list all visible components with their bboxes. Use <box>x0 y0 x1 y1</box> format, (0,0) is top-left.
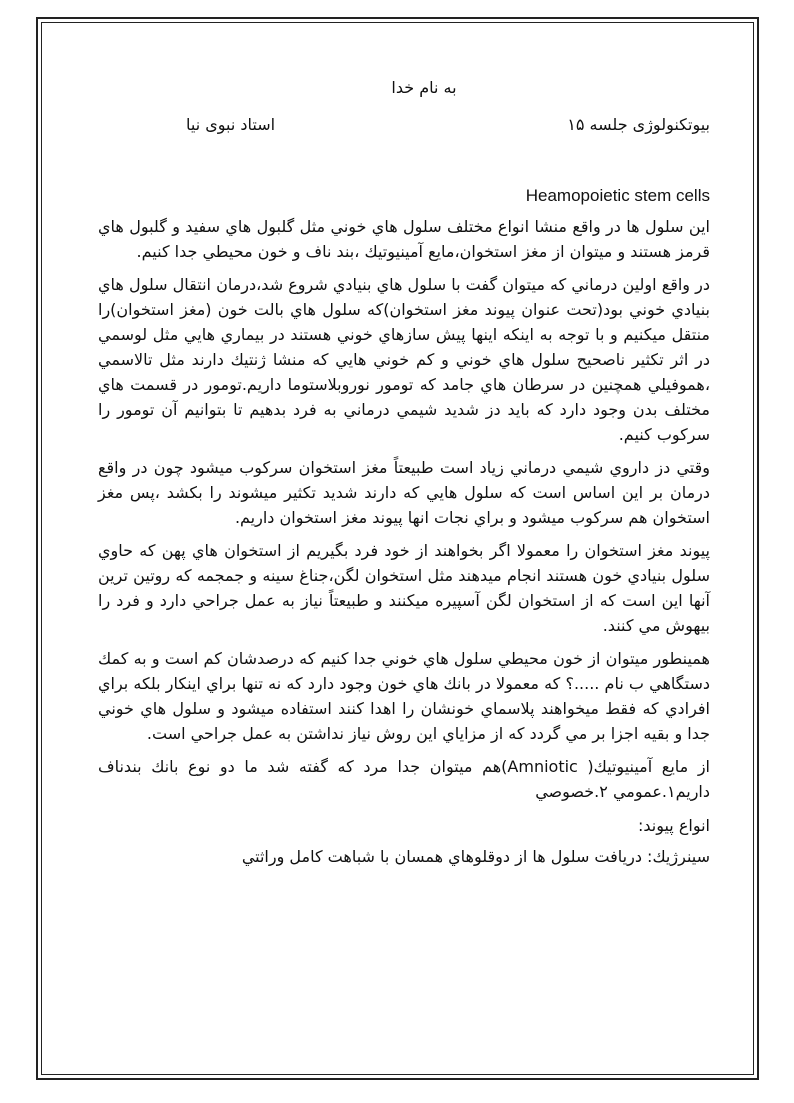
lecturer-name: استاد نبوی نيا <box>186 115 276 134</box>
transplant-types-label: انواع پيوند: <box>637 816 710 835</box>
basmala-heading: به نام خدا <box>391 78 457 97</box>
document-header-row <box>98 115 710 134</box>
course-title: بيوتكنولوژی جلسه ۱۵ <box>567 115 710 134</box>
paragraph-intro: اين سلول ها در واقع منشا انواع مختلف سلول هاي خوني مثل گلبول هاي سفيد و گلبول هاي قرمز هستند و ميتوان از مغز استخوان،مايع آمينيوتيك ،بند ناف و خون محيطي جدا كنيم. <box>98 217 710 261</box>
syngeneic-definition: سينرژيك: دريافت سلول ها از دوقلوهاي همسان با شباهت كامل وراثتي <box>241 847 710 866</box>
paragraph-marrow-harvest: پيوند مغز استخوان را معمولا اگر بخواهند از خود فرد بگيريم از استخوان هاي پهن كه حاوي سلول بنيادي خون هستند انجام ميدهند مثل استخوان لگن،جناغ سينه و جمجمه كه روتين ترين آنها اين است كه از استخوان لگن آسپيره ميكنند و طبيعتاً نياز به عمل جراحي دارد و فرد را بيهوش مي كنند. <box>98 541 710 635</box>
paragraph-amniotic: از مايع آمينيوتيك( Amniotic)هم ميتوان جدا مرد كه گفته شد ما دو نوع بانك بندناف داريم۱.عمومي ۲.خصوصي <box>98 757 710 801</box>
section-title: Heamopoietic stem cells <box>525 186 710 205</box>
paragraph-bone-marrow-transplant: در واقع اولين درماني كه ميتوان گفت با سلول هاي بنيادي شروع شد،درمان انتقال سلول هاي بنيادي خوني بود(تحت عنوان پيوند مغز استخوان)كه سلول هاي بالت خون (مغز استخوان)را منتقل ميكنيم و با توجه به اينكه اينها پيش سازهاي خوني هستند در بيماري هايي مثل لوسمي در اثر تكثير ناصحيح سلول هاي خوني و كم خوني هايي كه منشا ژنتيك دارند مثل تالاسمي ،هموفيلي همچنين در سرطان هاي جامد كه تومور نوروبلاستوما داريم.تومور در قسمت هاي مختلف بدن وجود دارد كه بايد دز شديد شيمي درماني به فرد بدهيم تا بتوانيم آن تومور را سركوب كنيم. <box>98 275 710 444</box>
paragraph-chemotherapy: وقتي دز داروي شيمي درماني زياد است طبيعتاً مغز استخوان سركوب ميشود چون در واقع درمان بر اين اساس است كه سلول هايي كه دارند شديد تكثير ميشوند را بكشد ،پس مغز استخوان هم سركوب ميشود و براي نجات انها پيوند مغز استخوان داريم. <box>98 458 710 527</box>
paragraph-peripheral-blood: همينطور ميتوان از خون محيطي سلول هاي خوني جدا كنيم كه درصدشان كم است و به كمك دستگاهي ب نام .....؟ كه معمولا در بانك هاي خون وجود دارد كه نه تنها براي اينكار بلكه براي افرادي كه فقط ميخواهند پلاسماي خونشان را اهدا كنند استفاده ميشود و سلول هاي خوني جدا و بقيه اجزا بر مي گردد كه از مزاياي اين روش نياز نداشتن به عمل جراحي است. <box>98 649 710 743</box>
document-body <box>98 70 710 866</box>
